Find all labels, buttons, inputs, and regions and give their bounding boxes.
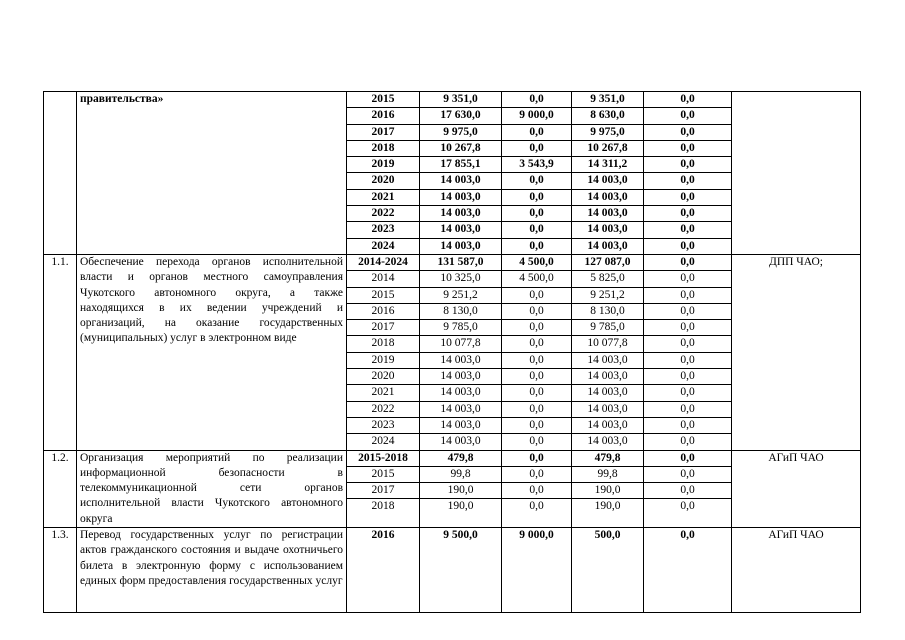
total-cell: 14 003,0	[420, 353, 501, 369]
federal-budget-column	[502, 528, 572, 613]
year-cell: 2015-2018	[347, 451, 419, 467]
year-cell: 2017	[347, 483, 419, 499]
other-sources-cell: 0,0	[680, 529, 695, 542]
regional-budget-column	[572, 92, 644, 255]
federal-budget-cell: 0,0	[502, 92, 571, 108]
total-cell: 131 587,0	[420, 255, 501, 271]
regional-budget-cell: 190,0	[594, 500, 621, 513]
regional-budget-cell: 14 003,0	[587, 239, 628, 252]
other-sources-cell: 0,0	[680, 500, 695, 513]
regional-budget-cell: 9 785,0	[572, 320, 643, 336]
year-cell: 2023	[347, 418, 419, 434]
table-row	[44, 450, 861, 527]
other-sources-column	[644, 254, 732, 450]
total-cell: 14 003,0	[440, 435, 481, 448]
total-cell: 10 325,0	[420, 271, 501, 287]
total-cell: 14 003,0	[420, 190, 501, 206]
activity-name	[77, 92, 347, 255]
total-cell: 10 267,8	[420, 141, 501, 157]
federal-budget-column	[502, 92, 572, 255]
federal-budget-cell: 0,0	[529, 435, 544, 448]
other-sources-cell: 0,0	[644, 336, 731, 352]
other-sources-cell: 0,0	[644, 385, 731, 401]
other-sources-cell: 0,0	[644, 467, 731, 483]
regional-budget-cell: 14 003,0	[572, 173, 643, 189]
federal-budget-cell: 3 543,9	[502, 157, 571, 173]
row-number: 1.3.	[44, 528, 77, 613]
federal-budget-column	[502, 254, 572, 450]
total-cell: 8 130,0	[420, 304, 501, 320]
regional-budget-cell: 127 087,0	[572, 255, 643, 271]
regional-budget-cell: 14 003,0	[572, 190, 643, 206]
year-cell: 2019	[347, 157, 419, 173]
total-cell: 9 975,0	[420, 125, 501, 141]
executor: АГиП ЧАО	[732, 450, 861, 527]
other-sources-column	[644, 450, 732, 527]
federal-budget-cell: 0,0	[502, 222, 571, 238]
total-cell: 9 351,0	[420, 92, 501, 108]
regional-budget-cell: 190,0	[572, 483, 643, 499]
total-cell: 479,8	[420, 451, 501, 467]
year-cell: 2021	[347, 190, 419, 206]
federal-budget-cell: 0,0	[502, 353, 571, 369]
year-column	[347, 450, 420, 527]
federal-budget-cell: 0,0	[502, 125, 571, 141]
federal-budget-cell: 0,0	[502, 467, 571, 483]
other-sources-cell: 0,0	[644, 222, 731, 238]
other-sources-cell: 0,0	[644, 255, 731, 271]
total-column	[420, 92, 502, 255]
year-cell: 2015	[347, 288, 419, 304]
other-sources-cell: 0,0	[644, 483, 731, 499]
regional-budget-cell: 9 251,2	[572, 288, 643, 304]
other-sources-column	[644, 528, 732, 613]
total-cell: 17 630,0	[420, 108, 501, 124]
activity-name-text: Перевод государственных услуг по регистрации актов гражданского состояния и выдаче охотничьего билета в электронную форму с использованием единых форм предоставления государственных услуг	[80, 529, 343, 587]
regional-budget-cell: 500,0	[594, 529, 621, 542]
regional-budget-cell: 8 130,0	[572, 304, 643, 320]
regional-budget-cell: 14 003,0	[587, 435, 628, 448]
total-cell: 14 003,0	[420, 418, 501, 434]
regional-budget-column	[572, 450, 644, 527]
activity-name-text: Обеспечение перехода органов исполнительной власти и органов местного самоуправления Чукотского автономного округа, а также находящихся в их ведении учреждений и организаций, на оказание государственных (муниципальных) услуг в электронном виде	[80, 255, 343, 345]
year-cell: 2015	[347, 467, 419, 483]
row-number: 1.2.	[44, 450, 77, 527]
total-cell: 17 855,1	[420, 157, 501, 173]
total-cell: 14 003,0	[420, 206, 501, 222]
year-column	[347, 254, 420, 450]
total-cell: 14 003,0	[420, 369, 501, 385]
federal-budget-cell: 0,0	[502, 385, 571, 401]
year-cell: 2016	[347, 108, 419, 124]
table-body	[44, 92, 861, 613]
row-number	[44, 92, 77, 255]
federal-budget-cell: 9 000,0	[502, 108, 571, 124]
regional-budget-cell: 8 630,0	[572, 108, 643, 124]
year-cell: 2019	[347, 353, 419, 369]
year-cell: 2021	[347, 385, 419, 401]
year-cell: 2020	[347, 173, 419, 189]
total-cell: 14 003,0	[420, 222, 501, 238]
other-sources-cell: 0,0	[644, 92, 731, 108]
regional-budget-column	[572, 528, 644, 613]
other-sources-cell: 0,0	[644, 157, 731, 173]
total-cell: 14 003,0	[420, 402, 501, 418]
year-column	[347, 528, 420, 613]
other-sources-cell: 0,0	[644, 369, 731, 385]
year-cell: 2014	[347, 271, 419, 287]
regional-budget-cell: 14 003,0	[572, 402, 643, 418]
federal-budget-cell: 9 000,0	[519, 529, 554, 542]
federal-budget-cell: 0,0	[502, 173, 571, 189]
other-sources-cell: 0,0	[644, 190, 731, 206]
federal-budget-cell: 0,0	[502, 288, 571, 304]
other-sources-cell: 0,0	[644, 125, 731, 141]
federal-budget-cell: 0,0	[502, 483, 571, 499]
year-cell: 2018	[347, 336, 419, 352]
regional-budget-cell: 9 975,0	[572, 125, 643, 141]
regional-budget-cell: 14 003,0	[572, 206, 643, 222]
activity-name-text: правительства»	[80, 93, 164, 105]
regional-budget-cell: 14 003,0	[572, 222, 643, 238]
activity-name	[77, 528, 347, 613]
regional-budget-cell: 14 003,0	[572, 369, 643, 385]
total-cell: 14 003,0	[420, 173, 501, 189]
total-cell: 9 785,0	[420, 320, 501, 336]
federal-budget-cell: 0,0	[502, 304, 571, 320]
federal-budget-cell: 0,0	[529, 239, 544, 252]
federal-budget-cell: 0,0	[502, 190, 571, 206]
other-sources-cell: 0,0	[644, 304, 731, 320]
other-sources-cell: 0,0	[680, 435, 695, 448]
federal-budget-cell: 0,0	[502, 418, 571, 434]
other-sources-cell: 0,0	[644, 288, 731, 304]
regional-budget-cell: 10 267,8	[572, 141, 643, 157]
year-cell: 2024	[371, 435, 395, 448]
other-sources-cell: 0,0	[644, 418, 731, 434]
federal-budget-cell: 4 500,0	[502, 255, 571, 271]
total-cell: 10 077,8	[420, 336, 501, 352]
federal-budget-cell: 0,0	[502, 336, 571, 352]
regional-budget-cell: 5 825,0	[572, 271, 643, 287]
other-sources-cell: 0,0	[644, 108, 731, 124]
federal-budget-cell: 0,0	[502, 369, 571, 385]
other-sources-cell: 0,0	[644, 451, 731, 467]
activity-name-text: Организация мероприятий по реализации информационной безопасности в телекоммуникационной сети органов исполнительной власти Чукотского автономного округа	[80, 451, 343, 525]
executor: АГиП ЧАО	[732, 528, 861, 613]
table-row	[44, 528, 861, 613]
other-sources-cell: 0,0	[644, 320, 731, 336]
other-sources-cell: 0,0	[644, 271, 731, 287]
other-sources-cell: 0,0	[644, 402, 731, 418]
year-cell: 2018	[347, 141, 419, 157]
activity-name	[77, 450, 347, 527]
total-cell: 9 251,2	[420, 288, 501, 304]
year-cell: 2023	[347, 222, 419, 238]
total-cell: 190,0	[420, 483, 501, 499]
year-cell: 2018	[371, 500, 395, 513]
other-sources-cell: 0,0	[644, 141, 731, 157]
total-cell: 190,0	[447, 500, 474, 513]
total-column	[420, 528, 502, 613]
federal-budget-cell: 0,0	[502, 402, 571, 418]
regional-budget-cell: 14 311,2	[572, 157, 643, 173]
regional-budget-cell: 14 003,0	[572, 385, 643, 401]
table-row	[44, 254, 861, 450]
other-sources-cell: 0,0	[680, 239, 695, 252]
year-cell: 2017	[347, 320, 419, 336]
federal-budget-column	[502, 450, 572, 527]
year-cell: 2016	[371, 529, 395, 542]
year-cell: 2022	[347, 402, 419, 418]
total-column	[420, 450, 502, 527]
year-cell: 2022	[347, 206, 419, 222]
other-sources-cell: 0,0	[644, 206, 731, 222]
year-cell: 2016	[347, 304, 419, 320]
regional-budget-cell: 9 351,0	[572, 92, 643, 108]
regional-budget-cell: 10 077,8	[572, 336, 643, 352]
federal-budget-cell: 0,0	[502, 141, 571, 157]
other-sources-column	[644, 92, 732, 255]
program-funding-table	[43, 91, 861, 613]
total-cell: 14 003,0	[420, 385, 501, 401]
regional-budget-cell: 99,8	[572, 467, 643, 483]
other-sources-cell: 0,0	[644, 353, 731, 369]
federal-budget-cell: 0,0	[502, 451, 571, 467]
federal-budget-cell: 0,0	[502, 206, 571, 222]
table-row	[44, 92, 861, 255]
total-cell: 99,8	[420, 467, 501, 483]
federal-budget-cell: 4 500,0	[502, 271, 571, 287]
executor	[732, 92, 861, 255]
regional-budget-cell: 14 003,0	[572, 353, 643, 369]
year-cell: 2024	[371, 239, 395, 252]
activity-name	[77, 254, 347, 450]
regional-budget-column	[572, 254, 644, 450]
year-cell: 2015	[347, 92, 419, 108]
total-column	[420, 254, 502, 450]
federal-budget-cell: 0,0	[502, 320, 571, 336]
year-cell: 2020	[347, 369, 419, 385]
year-cell: 2017	[347, 125, 419, 141]
row-number: 1.1.	[44, 254, 77, 450]
other-sources-cell: 0,0	[644, 173, 731, 189]
total-cell: 9 500,0	[443, 529, 478, 542]
executor: ДПП ЧАО;	[732, 254, 861, 450]
regional-budget-cell: 14 003,0	[572, 418, 643, 434]
year-column	[347, 92, 420, 255]
regional-budget-cell: 479,8	[572, 451, 643, 467]
year-cell: 2014-2024	[347, 255, 419, 271]
federal-budget-cell: 0,0	[529, 500, 544, 513]
total-cell: 14 003,0	[440, 239, 481, 252]
